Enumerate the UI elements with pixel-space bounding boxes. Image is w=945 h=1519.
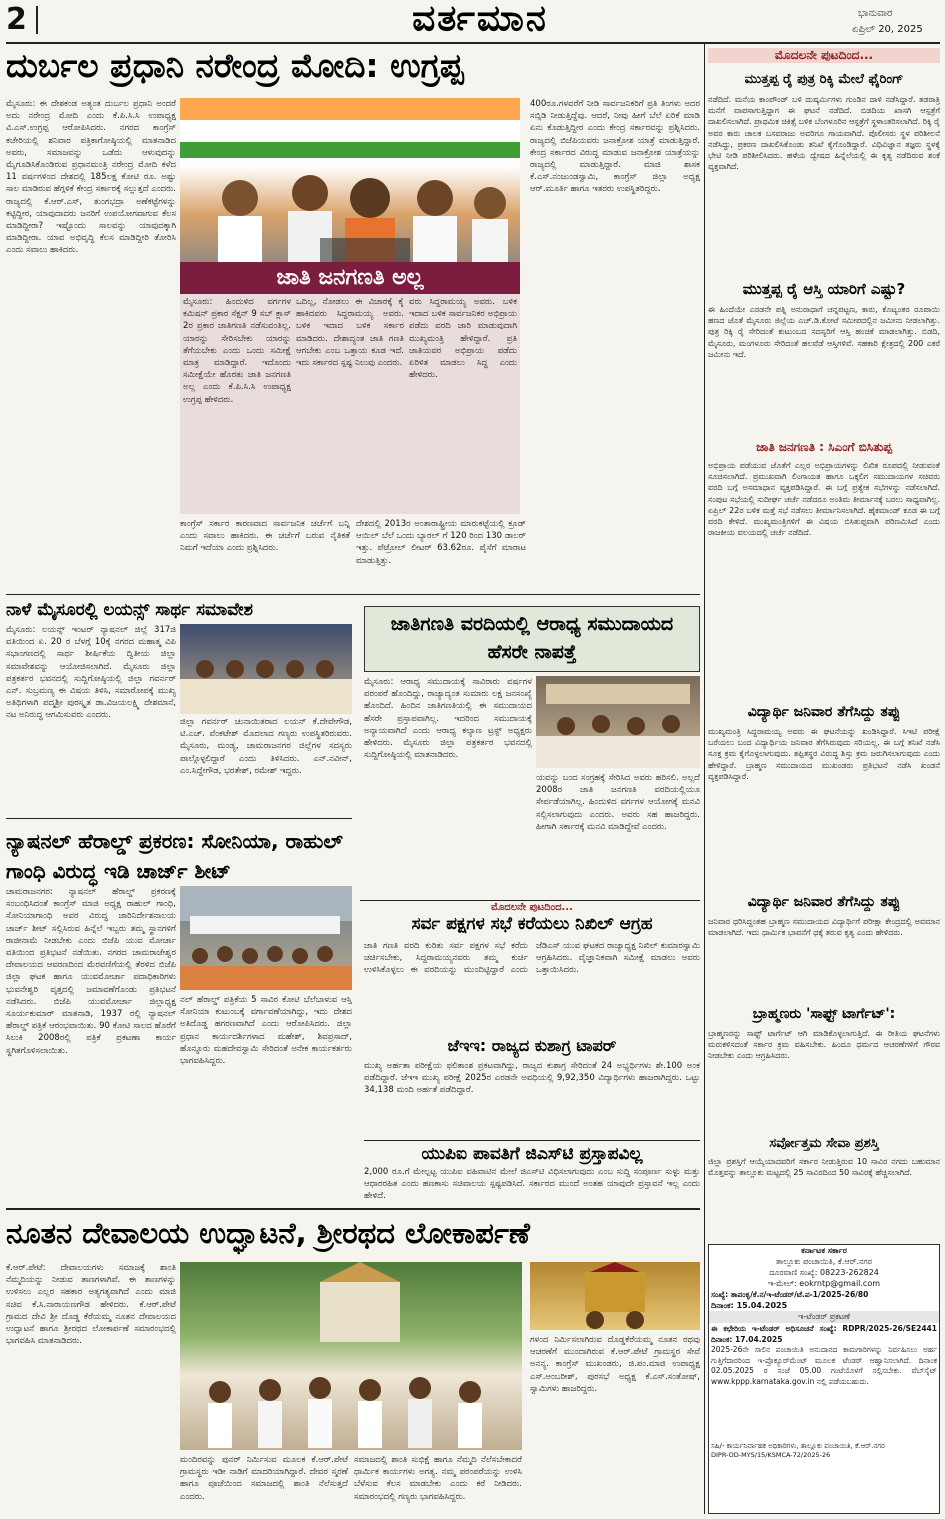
topper-text: ಮುಖ್ಯ ಅರ್ಹತಾ ಪರೀಕ್ಷೆಯ ಫಲಿತಾಂಶ ಪ್ರಕಟವಾಗಿದ್ದು, ರಾಜ್ಯದ ಕುಶಾಗ್ರ ಸೇರಿದಂತೆ 24 ಅಭ್ಯರ್ಥಿಗಳು ಶೇ.100 ಅಂಕ ಪಡೆದಿದ್ದಾರೆ. ಜೆಇಇ ಮುಖ್ಯ ಪರೀಕ್ಷೆ 2025ರ ಎರಡನೇ ಅವಧಿಯಲ್ಲಿ 9,92,350 ವಿದ್ಯಾರ್ಥಿಗಳು ಹಾಜರಾಗಿದ್ದರು. ಒಟ್ಟು 34,138 ಮಂದಿ ಅರ್ಹತೆ ಪಡೆದಿದ್ದಾರೆ. xyxy=(364,1061,700,1096)
lions-headline: ನಾಳೆ ಮೈಸೂರಲ್ಲಿ ಲಯನ್ಸ್ ಸಾರ್ಥ ಸಮಾವೇಶ xyxy=(6,600,254,620)
lead-col3-bottom: ದೇಶದಲ್ಲಿ 2013ರ ಅಂತಾರಾಷ್ಟ್ರೀಯ ಮಾರುಕಟ್ಟೆಯಲ್ಲಿ ಕ್ರೂಡ್ ಆಯಿಲ್ ಬೆಲೆ ಒಂದು ಬ್ಯಾರಲ್ ಗೆ 120 ರಿಂದ 130 ಡಾಲರ್ ಇತ್ತು. ಪೆಟ್ರೋಲ್ ಲೀಟರ್ 63.62ರೂ. ಪೈಸೆಗೆ ಮಾರಾಟ ಮಾಡುತ್ತಿತ್ತು. xyxy=(356,519,526,566)
masthead-date: ಏಪ್ರಿಲ್ 20, 2025 xyxy=(852,24,923,35)
tender-line-7: ಇ-ಟೆಂಡರ್ ಪ್ರಕಟಣೆ xyxy=(709,1311,939,1323)
lead-sub-col3: ವರು ಸಿದ್ದರಾಮಯ್ಯ ಅವರು. ಬಳಿಕ ಇದಾದ ಬಳಿಕ ಸಾರ್ವಜನಿಕರ ಅಭಿಪ್ರಾಯ ಪಡೆದು ವರದಿ ಜಾರಿ ಮಾಡುವುದಾಗಿ ಮುಖ್ಯಮಂತ್ರಿ ಹೇಳಿದ್ದಾರೆ. ಪ್ರತಿ ಜಾತಿಯವರ ಅಭಿಪ್ರಾಯ ಪಡೆದು ಏರಿಳಿತ ಮಾಡಲು ಸಿದ್ಧ ಎಂದು ಹೇಳಿದರು. xyxy=(409,297,517,381)
herald-text: ಚಾಮರಾಜನಗರ: ನ್ಯಾಷನಲ್ ಹೆರಾಲ್ಡ್ ಪ್ರಕರಣಕ್ಕೆ ಸಂಬಂಧಿಸಿದಂತೆ ಕಾಂಗ್ರೆಸ್ ಮಾಜಿ ಅಧ್ಯಕ್ಷ ರಾಹುಲ್ ಗಾಂಧಿ, ಸೋನಿಯಾಗಾಂಧಿ ಅವರ ವಿರುದ್ಧ ಜಾರಿನಿರ್ದೇಶನಾಲಯ ಚಾರ್ಜ್ ಶೀಟ್ ಸಲ್ಲಿಸಿರುವ ಹಿನ್ನೆಲೆ ಇಬ್ಬರು ತಮ್ಮ ಸ್ಥಾನಗಳಿಗೆ ರಾಜೀನಾಮೆ ನೀಡಬೇಕು ಎಂದು ಬಿಜೆಪಿ ಯುವ ಮೋರ್ಚಾ ವತಿಯಿಂದ ಪ್ರತಿಭಟನೆ ನಡೆಯಿತು. ನಗರದ ಚಾಮರಾಜೇಶ್ವರ ದೇವಾಲಯದ ಆವರಣದಿಂದ ಮೆರವಣಿಗೆಯಲ್ಲಿ ತೆರಳಿದ ಬಿಜೆಪಿ ಜಿಲ್ಲಾ ಘಟಕ ಹಾಗೂ ಯುವಮೋರ್ಚಾ ಪದಾಧಿಕಾರಿಗಳು ಭುವನೇಶ್ವರಿ ವೃತ್ತದಲ್ಲಿ ಜಮಾವಣೆಗೊಂಡು ಪ್ರತಿಭಟನೆ ನಡೆಸಿದರು. ಬಿಜೆಪಿ ಯುವಮೋರ್ಚಾ ಜಿಲ್ಲಾಧ್ಯಕ್ಷ ಸೂರ್ಯಕುಮಾರ್ ಮಾತನಾಡಿ, 1937 ರಲ್ಲಿ ನ್ಯಾಷನಲ್ ಹೆರಾಲ್ಡ್ ಪತ್ರಿಕೆ ಆರಂಭವಾಯಿತು. 90 ಕೋಟಿ ಸಾಲದ ಹೊರೆಗೆ ಸಿಲುಕಿ 2008ರಲ್ಲಿ ಪತ್ರಿಕೆ ಪ್ರಕಟಣಾ ಕಾರ್ಯ ಸ್ಥಗಿತಗೊಳಿಸಲಾಯಿತು. xyxy=(6,887,176,1056)
upi-bottom-rule xyxy=(6,1208,700,1210)
temple-col2: ಮಂದಿರವನ್ನು ಪುನರ್ ನಿರ್ಮಿಸುವ ಮೂಲಕ ಕೆ.ಆರ್.ಪೇಟೆ ಗ್ರಾಮಸ್ಥರು ಇಡೀ ನಾಡಿಗೆ ಮಾದರಿಯಾಗಿದ್ದಾರೆ. ದೇವರ ಸ್ಮರಣೆ ಹಾಗೂ ಪೂಜೆಯಿಂದ ಸಮಾಜದಲ್ಲಿ ಶಾಂತಿ ನೆಲೆಸುತ್ತದೆ ಎಂದರು. xyxy=(180,1455,348,1502)
tender-notice xyxy=(708,1244,940,1514)
caste-report-text-right: ಯವನ್ನು ಬಂದ ಸಂಗ್ರಹಕ್ಕೆ ಸೇರಿಸಿದ ಅವರು ಹರಿಸಲಿ. ಅಲ್ಲದೆ 2008ರ ಜಾತಿ ಜನಗಣತಿ ವರದಿಯಲ್ಲಿಯೂ ಸೇರ್ಪಡೆಯಾಗಿಲ್ಲ. ಹಿಂದುಳಿದ ವರ್ಗಗಳ ಆಯೋಗಕ್ಕೆ ಮನವಿ ಸಲ್ಲಿಸಲಾಗುವುದು ಎಂದರು. ಅವರು ಸಹ ಹಾಜರಿದ್ದರು. ಹೀಗಾಗಿ ಸರ್ಕಾರಕ್ಕೆ ಮನವಿ ಮಾಡಿದ್ದೇವೆ ಎಂದರು. xyxy=(536,773,700,832)
tender-line-3: ದೂರವಾಣಿ ಸಂಖ್ಯೆ: 08223-262824 xyxy=(769,1268,879,1277)
page-number: 2 xyxy=(6,2,27,37)
lead-col2-bottom: ಕಾಂಗ್ರೆಸ್ ಸರ್ಕಾರ ಕಾರಣವಾದ ಸಾರ್ವಜನಿಕ ಚರ್ಚೆಗೆ ಬನ್ನಿ ಎಂದು ಸವಾಲು ಹಾಕಿದರು. ಈ ಚರ್ಚೆಗೆ ಬರುವ ನೈತಿಕತೆ ನಿಮಗೆ ಇದೆಯಾ ಎಂದು ಪ್ರಶ್ನಿಸಿದರು. xyxy=(180,519,350,554)
lead-sub-col2: ಒದಿಲ್ಲ, ನೋಡಲು ಈ ವಿಚಾರಕ್ಕೆ ಕೈ ಹಾಕಿದವರು ಸಿದ್ದರಾಮಯ್ಯ ಅವರು. ಬಳಿಕ ಇದಾದ ಬಳಿಕ ಸರ್ಕಾರ ಮಾಡಿದರು. ದೇಶಾದ್ಯಂತ ಜಾತಿ ಗಣತಿ ಆಗಬೇಕು ಎಂಬ ಒತ್ತಾಯ ಕೂಡ ಇದೆ. ಇದು ಸರ್ಕಾರದ ಸ್ಪಷ್ಟ ನಿಲುವು ಎಂದರು. xyxy=(296,297,404,369)
tender-line-10: ಸಹಿ/- ಕಾರ್ಯನಿರ್ವಾಹಕ ಅಧಿಕಾರಿಗಳು, ತಾಲ್ಲೂಕು ಪಂಚಾಯಿತಿ, ಕೆ.ಆರ್.ನಗರ xyxy=(711,1442,885,1450)
chariot-photo xyxy=(530,1262,700,1330)
temple-col1: ಕೆ.ಆರ್.ಪೇಟೆ: ದೇವಾಲಯಗಳು ಸಮಾಜಕ್ಕೆ ಶಾಂತಿ ನೆಮ್ಮದಿಯನ್ನು ನೀಡುವ ತಾಣಗಳಾಗಿವೆ. ಈ ತಾಣಗಳನ್ನು ಉಳಿಸಲು ಎಲ್ಲರ ಸಹಕಾರ ಅತ್ಯಗತ್ಯವಾಗಿದೆ ಎಂದು ಮಾಜಿ ಸಚಿವ ಕೆ.ಸಿ.ನಾರಾಯಣಗೌಡ ಹೇಳಿದರು. ಕೆ.ಆರ್.ಪೇಟೆ ಗ್ರಾಮದ ದೇವಿ ಶ್ರೀ ದೊಡ್ಡ ಕೆರೆಯಮ್ಮ ನೂತನ ದೇವಾಲಯದ ಉದ್ಘಾಟನೆ ಹಾಗೂ ಶ್ರೀರಥದ ಲೋಕಾರ್ಪಣೆ ಸಮಾರಂಭದಲ್ಲಿ ಭಾಗವಹಿಸಿ ಮಾತನಾಡಿದರು. xyxy=(6,1263,176,1347)
protest-illustration xyxy=(180,886,352,990)
tender-line-8: ಈ ಕಛೇರಿಯ ಇ-ಟೆಂಡರ್ ಅಧಿಸೂಚನೆ ಸಂಖ್ಯೆ: RDPR/2025-26/SE2441 ದಿನಾಂಕ: 17.04.2025 xyxy=(711,1324,937,1344)
lead-photo-caption: ಜಾತಿ ಜನಗಣತಿ ಅಲ್ಲ xyxy=(180,262,520,294)
topper-rule xyxy=(364,1140,700,1141)
lead-col1: ಮೈಸೂರು: ಈ ದೇಶಕಂಡ ಅತ್ಯಂತ ದುರ್ಬಲ ಪ್ರಧಾನಿ ಅಂದರೆ ಅದು ನರೇಂದ್ರ ಮೋದಿ ಎಂದು ಕೆ.ಪಿ.ಸಿ.ಸಿ ಉಪಾಧ್ಯಕ್ಷ ವಿ.ಎಸ್.ಉಗ್ರಪ್ಪ ಆರೋಪಿಸಿದರು. ನಗರದ ಕಾಂಗ್ರೆಸ್ ಕಚೇರಿಯಲ್ಲಿ ಶನಿವಾರ ಪತ್ರಿಕಾಗೋಷ್ಠಿಯಲ್ಲಿ ಮಾತನಾಡಿದ ಅವರು, ಸಮಾಜವನ್ನು ಒಡೆದು ಆಳುವುದನ್ನು ಮೈಗೂಡಿಸಿಕೊಂಡಿರುವ ಪ್ರಧಾನಮಂತ್ರಿ ನರೇಂದ್ರ ಮೋದಿ ಕಳೆದ 11 ವರ್ಷಗಳಿಂದ ದೇಶದಲ್ಲಿ 185ಲಕ್ಷ ಕೋಟಿ ರೂ. ಅಷ್ಟು ಸಾಲ ಮಾಡಿರುವ ಹೆಗ್ಗಳಿಕೆ ಕೇಂದ್ರ ಸರ್ಕಾರಕ್ಕೆ ಸಲ್ಲುತ್ತದೆ ಎಂದರು. ರಾಜ್ಯದಲ್ಲಿ ಕೆ.ಆರ್.ಎಸ್, ತುಂಗಭದ್ರಾ ಅಣೆಕಟ್ಟೆಗಳನ್ನು ಕಟ್ಟಿದ್ದೀರ, ಯಾವುದಾದರು ಜನರಿಗೆ ಉಪಯೋಗವಾಗುವ ಕೆಲಸ ಮಾಡಿದ್ದೀರಾ? ಇಷ್ಟೊಂದು ಸಾಲವನ್ನು ಯಾವುದಕ್ಕಾಗಿ ಮಾಡಿದ್ದೀರಾ. ಯಾವ ಅಭಿವೃದ್ಧಿ ಕೆಲಸ ಮಾಡಿದ್ದೀರಿ ತೋರಿಸಿ ಎಂದು ಸವಾಲು ಹಾಕಿದರು. xyxy=(6,99,176,256)
allparty-kicker: ಮೊದಲನೇ ಪುಟದಿಂದ... xyxy=(491,902,573,913)
page-number-divider xyxy=(36,6,38,34)
lead-col4: 400ರೂ.ಗಳವರೆಗೆ ನೀಡಿ ಸಾರ್ವಜನಿಕರಿಗೆ ಪ್ರತಿ ತಿಂಗಳು ಅದರ ಸಬ್ಸಿಡಿ ನೀಡುತ್ತಿದ್ದೆವು. ಆದರೆ, ನೀವು ಹೀಗೆ ಬೆಲೆ ಏರಿಕೆ ಮಾಡಿ ಏನು ಕೊಡುತ್ತಿದ್ದೀರ ಎಂದು ಕೇಂದ್ರ ಸರ್ಕಾರವನ್ನು ಪ್ರಶ್ನಿಸಿದರು. ರಾಜ್ಯದಲ್ಲಿ ಬಿಜೆಪಿಯವರು ಜನಾಕ್ರೋಶ ಯಾತ್ರೆ ಮಾಡುತ್ತಿದ್ದಾರೆ. ಕೇಂದ್ರ ಸರ್ಕಾರದ ವಿರುದ್ಧ ಮಾಡುವ ಜನಾಕ್ರೋಶ ಯಾತ್ರೆಯನ್ನು ರಾಜ್ಯದಲ್ಲಿ ಮಾಡುತ್ತಿದ್ದಾರೆ. ಮಾಜಿ ಶಾಸಕ ಕೆ.ಎಸ್.ನಂಜುಂಡಸ್ವಾಮಿ, ಕಾಂಗ್ರೆಸ್ ಜಿಲ್ಲಾ ಅಧ್ಯಕ್ಷ ಆರ್.ಮೂರ್ತಿ ಹಾಗೂ ಇತರರು ಉಪಸ್ಥಿತರಿದ್ದರು. xyxy=(530,99,700,195)
sidebar-t4: ಮುಖ್ಯಮಂತ್ರಿ ಸಿದ್ದರಾಮಯ್ಯ ಅವರು ಈ ಘಟನೆಯನ್ನು ಖಂಡಿಸಿದ್ದಾರೆ. ಸಿಇಟಿ ಪರೀಕ್ಷೆ ಬರೆಯಲು ಬಂದ ವಿದ್ಯಾರ್ಥಿಯ ಜನಿವಾರ ತೆಗೆಸಿರುವುದು ಸರಿಯಲ್ಲ. ಈ ಬಗ್ಗೆ ತನಿಖೆ ನಡೆಸಿ ಸೂಕ್ತ ಕ್ರಮ ಕೈಗೊಳ್ಳಲಾಗುವುದು. ತಪ್ಪಿತಸ್ಥರ ವಿರುದ್ಧ ಶಿಸ್ತು ಕ್ರಮ ಜರುಗಿಸಲಾಗುವುದು ಎಂದು ಹೇಳಿದ್ದಾರೆ. ಬ್ರಾಹ್ಮಣ ಸಮುದಾಯದ ಮುಖಂಡರು ಪ್ರತಿಭಟನೆ ನಡೆಸಿ ಖಂಡನೆ ವ್ಯಕ್ತಪಡಿಸಿದ್ದಾರೆ. xyxy=(708,727,940,781)
sidebar-h5: ವಿದ್ಯಾರ್ಥಿ ಜನಿವಾರ ತೆಗೆಸಿದ್ದು ತಪ್ಪು xyxy=(747,894,901,910)
press-meet-illustration xyxy=(536,676,700,768)
sidebar-t7: ಜಿಲ್ಲಾ ಪ್ರಶಸ್ತಿಗೆ ಆಯ್ಕೆಯಾದವರಿಗೆ ಸರ್ಕಾರ ನೀಡುತ್ತಿರುವ 10 ಸಾವಿರ ನಗದು ಬಹುಮಾನ ಮೊತ್ತವನ್ನು ತಾಲ್ಲೂಕು ಮಟ್ಟದಲ್ಲಿ 25 ಸಾವಿರದಿಂದ 50 ಸಾವಿರಕ್ಕೆ ಹೆಚ್ಚಿಸಲಾಗಿದೆ. xyxy=(708,1157,940,1178)
tender-line-1: ಕರ್ನಾಟಕ ಸರ್ಕಾರ xyxy=(801,1246,847,1255)
upi-text: 2,000 ರೂ.ಗೆ ಮೇಲ್ಪಟ್ಟ ಯುಪಿಐ ವಹಿವಾಟಿನ ಮೇಲೆ ಜಿಎಸ್‌ಟಿ ವಿಧಿಸಲಾಗುವುದು ಎಂಬ ಸುದ್ದಿ ಸಂಪೂರ್ಣ ಸುಳ್ಳು ಮತ್ತು ಆಧಾರರಹಿತ ಎಂದು ಹಣಕಾಸು ಸಚಿವಾಲಯ ಸ್ಪಷ್ಟಪಡಿಸಿದೆ. ಸರ್ಕಾರದ ಮುಂದೆ ಅಂತಹ ಯಾವುದೇ ಪ್ರಸ್ತಾವನೆ ಇಲ್ಲ ಎಂದು ಹೇಳಿದೆ. xyxy=(364,1167,700,1202)
herald-text-right: ನಲ್ ಹೆರಾಲ್ಡ್ ಪತ್ರಿಕೆಯ 5 ಸಾವಿರ ಕೋಟಿ ಬೆಲೆಬಾಳುವ ಆಸ್ತಿ ಸೋನಿಯಾ ಕುಟುಂಬಕ್ಕೆ ವರ್ಗಾವಣೆಯಾಗಿದ್ದು, ಇದು ದೇಶದ ಅತಿದೊಡ್ಡ ಹಗರಣವಾಗಿದೆ ಎಂದು ಆರೋಪಿಸಿದರು. ಜಿಲ್ಲಾ ಪ್ರಧಾನ ಕಾರ್ಯದರ್ಶಿಗಳಾದ ಮಹೇಶ್, ಶಿವಪ್ರಸಾದ್, ಹೊನ್ನೂರು ಮಹದೇವಸ್ವಾಮಿ ಸೇರಿದಂತೆ ಅನೇಕ ಕಾರ್ಯಕರ್ತರು ಭಾಗವಹಿಸಿದ್ದರು. xyxy=(180,995,352,1067)
sidebar-t2: ಈ ಹಿಂದೆಯೇ ಎರಡನೇ ಪತ್ನಿ ಅನುರಾಧಾಗೆ ಚನ್ನಪಟ್ಟಣ, ಕಾರು, ಕೊಟ್ಯಂತರ ರೂಪಾಯಿ ಹಣದ ಜೊತೆ ಮೈಸೂರು ಜಿಲ್ಲೆಯ ಎಚ್.ಡಿ.ಕೋಟೆ ಸಮೀಪದಲ್ಲಿನ ಜಮೀನು ನೀಡಲಾಗಿತ್ತು. ಪುತ್ರ ರಿಕ್ಕಿ ರೈ ಸೇರಿದಂತೆ ಕುಟುಂಬದ ಸದಸ್ಯರಿಗೆ ಆಸ್ತಿ ಹಂಚಿಕೆ ಮಾಡಲಾಗಿತ್ತು. ಬಿಡದಿ, ಮೈಸೂರು, ಮಂಗಳೂರು ಸೇರಿದಂತೆ ಹಲವೆಡೆ ಆಸ್ತಿಗಳಿವೆ. ಸಹಕಾರಿ ಕ್ಷೇತ್ರದಲ್ಲಿ 200 ಎಕರೆ ಜಮೀನು ಇದೆ. xyxy=(708,305,940,359)
sidebar-t1: ನಡೆದಿದೆ. ಮನೆಯ ಕಾಂಪೌಂಡ್ ಬಳಿ ದುಷ್ಕರ್ಮಿಗಳು ಗುಂಡಿನ ದಾಳಿ ನಡೆಸಿದ್ದಾರೆ. ತಡರಾತ್ರಿ ಮನೆಗೆ ವಾಪಸಾಗುತ್ತಿದ್ದಾಗ ಈ ಘಟನೆ ನಡೆದಿದೆ. ಬಿಡದಿಯ ಖಾಸಗಿ ಆಸ್ಪತ್ರೆಗೆ ದಾಖಲಿಸಲಾಗಿದೆ. ಪ್ರಾಥಮಿಕ ಚಿಕಿತ್ಸೆ ಬಳಿಕ ಬೆಂಗಳೂರಿನ ಆಸ್ಪತ್ರೆಗೆ ಸ್ಥಳಾಂತರಿಸಲಾಗಿದೆ. ರಿಕ್ಕಿ ರೈ ಅವರ ಕಾರು ಚಾಲಕ ಬಸವರಾಜು ಅವರಿಗೂ ಗಾಯವಾಗಿದೆ. ಪೊಲೀಸರು ಸ್ಥಳ ಪರಿಶೀಲನೆ ನಡೆಸಿದ್ದು, ಪ್ರಕರಣ ದಾಖಲಿಸಿಕೊಂಡು ತನಿಖೆ ಕೈಗೊಂಡಿದ್ದಾರೆ. ವಿಧಿವಿಜ್ಞಾನ ತಜ್ಞರು ಸ್ಥಳಕ್ಕೆ ಭೇಟಿ ನೀಡಿ ಪರಿಶೀಲಿಸಿದರು. ಹಳೆಯ ದ್ವೇಷದ ಹಿನ್ನೆಲೆಯಲ್ಲಿ ಈ ಕೃತ್ಯ ನಡೆದಿರುವ ಶಂಕೆ ವ್ಯಕ್ತವಾಗಿದೆ. xyxy=(708,95,940,172)
tender-line-6: ದಿನಾಂಕ: 15.04.2025 xyxy=(711,1301,788,1310)
lead-headline: ದುರ್ಬಲ ಪ್ರಧಾನಿ ನರೇಂದ್ರ ಮೋದಿ: ಉಗ್ರಪ್ಪ xyxy=(6,46,464,85)
sidebar-divider xyxy=(704,44,705,1514)
lions-bottom-rule xyxy=(6,818,352,819)
tender-line-2: ತಾಲ್ಲೂಕು ಪಂಚಾಯಿತಿ, ಕೆ.ಆರ್.ನಗರ xyxy=(776,1257,872,1266)
sidebar-h3: ಜಾತಿ ಜನಗಣತಿ : ಸಿಎಂಗೆ ಬಿಸಿತುಪ್ಪ xyxy=(756,440,892,454)
temple-illustration xyxy=(180,1262,522,1450)
lions-text-right: ಜಿಲ್ಲಾ ಗವರ್ನರ್ ಚುನಾಯಿತರಾದ ಲಯನ್ ಕೆ.ದೇವೇಗೌಡ, ಟಿ.ಎಚ್. ವೆಂಕಟೇಶ್ ಮೊದಲಾದ ಗಣ್ಯರು ಉಪಸ್ಥಿತರಿರುವರು. ಮೈಸೂರು, ಮಂಡ್ಯ, ಚಾಮರಾಜನಗರ ಜಿಲ್ಲೆಗಳ ಸದಸ್ಯರು ಪಾಲ್ಗೊಳ್ಳಲಿದ್ದಾರೆ ಎಂದು ತಿಳಿಸಿದರು. ಎನ್.ನವೀನ್, ಎಂ.ಸಿದ್ದೇಗೌಡ, ಭರತೇಶ್, ರಮೇಶ್ ಇದ್ದರು. xyxy=(180,717,352,776)
temple-photo xyxy=(180,1262,522,1450)
temple-col4: ಗಳಂದ ನಿರ್ಮಿಸಲಾಗಿರುವ ದೊಡ್ಡಕೆರೆಯಮ್ಮ ನೂತನ ರಥವು ಆಚರಣೆಗೆ ಮುಂದಾಗಿರುವ ಕೆ.ಆರ್.ಪೇಟೆ ಗ್ರಾಮಸ್ಥರ ಸೇವೆ ಅನನ್ಯ. ಕಾಂಗ್ರೆಸ್ ಮುಖಂಡರು, ಜಿ.ಪಂ.ಮಾಜಿ ಉಪಾಧ್ಯಕ್ಷ ಎಸ್.ಅಂಬರೀಶ್, ಪುರಸಭೆ ಅಧ್ಯಕ್ಷ ಕೆ.ಎಸ್.ಸಂತೋಷ್, ಸ್ವಾಮಿಗಳು ಹಾಜರಿದ್ದರು. xyxy=(530,1335,700,1394)
sidebar-h1: ಮುತ್ತಪ್ಪ ರೈ ಪುತ್ರ ರಿಕ್ಕಿ ಮೇಲೆ ಫೈರಿಂಗ್ xyxy=(744,72,904,87)
tender-line-4: ಇ-ಮೇಲ್: eokrntp@gmail.com xyxy=(767,1279,881,1288)
allparty-headline: ಸರ್ವ ಪಕ್ಷಗಳ ಸಭೆ ಕರೆಯಲು ನಿಖಿಲ್ ಆಗ್ರಹ xyxy=(411,914,653,934)
temple-headline: ನೂತನ ದೇವಾಲಯ ಉದ್ಘಾಟನೆ, ಶ್ರೀರಥದ ಲೋಕಾರ್ಪಣೆ xyxy=(6,1216,530,1250)
tender-line-9: 2025-26ನೇ ಸಾಲಿನ ಪಂಚಾಯಿತಿ ಅನುದಾನದ ಕಾಮಗಾರಿಗಳನ್ನು ನಿರ್ವಹಿಸಲು ಅರ್ಹ ಗುತ್ತಿಗೆದಾರರಿಂದ ಇ-ಪ್ರೊಕ್ಯೂರ್‌ಮೆಂಟ್ ಮೂಲಕ ಟೆಂಡರ್ ಆಹ್ವಾನಿಸಲಾಗಿದೆ. ದಿನಾಂಕ 02.05.2025 ರ ಸಂಜೆ 05.00 ಗಂಟೆಯೊಳಗೆ ಸಲ್ಲಿಸಬೇಕು. ವೆಬ್‌ಸೈಟ್ www.kppp.karnataka.gov.in ನಲ್ಲಿ ಪಡೆಯಬಹುದು. xyxy=(711,1345,937,1386)
meeting-illustration xyxy=(180,624,352,714)
sidebar-kicker: ಮೊದಲನೇ ಪುಟದಿಂದ... xyxy=(708,48,940,63)
caste-report-photo xyxy=(536,676,700,768)
sidebar-t5: ಜನಿವಾರ ಧರಿಸಿದ್ದಂತಹ ಬ್ರಾಹ್ಮಣ ಸಮುದಾಯದ ವಿದ್ಯಾರ್ಥಿಗೆ ಪರೀಕ್ಷಾ ಕೇಂದ್ರದಲ್ಲಿ ಅವಮಾನ ಮಾಡಲಾಗಿದೆ. ಇದು ಧಾರ್ಮಿಕ ಭಾವನೆಗೆ ಧಕ್ಕೆ ತರುವ ಕೃತ್ಯ ಎಂದು ಹೇಳಿದರು. xyxy=(708,917,940,938)
herald-headline: ನ್ಯಾಷನಲ್ ಹೆರಾಲ್ಡ್ ಪ್ರಕರಣ: ಸೋನಿಯಾ, ರಾಹುಲ್ ಗಾಂಧಿ ವಿರುದ್ಧ ಇಡಿ ಚಾರ್ಜ್ ಶೀಟ್ xyxy=(6,829,343,883)
sidebar-h6: ಬ್ರಾಹ್ಮಣರು 'ಸಾಫ್ಟ್ ಟಾರ್ಗೆಟ್': xyxy=(752,1006,896,1022)
sidebar-h4: ವಿದ್ಯಾರ್ಥಿ ಜನಿವಾರ ತೆಗೆಸಿದ್ದು ತಪ್ಪು xyxy=(747,704,901,720)
sidebar-t3: ಅಭಿಪ್ರಾಯ ಪಡೆಯುವ ಜೊತೆಗೆ ಎಲ್ಲರ ಅಭಿಪ್ರಾಯಗಳನ್ನು ಲಿಖಿತ ರೂಪದಲ್ಲಿ ನೀಡುವಂತೆ ಸೂಚಿಸಲಾಗಿದೆ. ಪ್ರಮುಖವಾಗಿ ಲಿಂಗಾಯತ ಹಾಗೂ ಒಕ್ಕಲಿಗ ಸಮುದಾಯಗಳ ಸಚಿವರು ವರದಿ ಬಗ್ಗೆ ಅಸಮಾಧಾನ ವ್ಯಕ್ತಪಡಿಸಿದ್ದಾರೆ. ಈ ಬಗ್ಗೆ ಪ್ರತ್ಯೇಕ ಸಭೆಗಳನ್ನು ನಡೆಸಲಾಗಿದೆ. ಸಂಪುಟ ಸಭೆಯಲ್ಲಿ ಸುದೀರ್ಘ ಚರ್ಚೆ ನಡೆದರೂ ಅಂತಿಮ ತೀರ್ಮಾನಕ್ಕೆ ಬರಲು ಸಾಧ್ಯವಾಗಿಲ್ಲ. ಏಪ್ರಿಲ್ 22ರ ಬಳಿಕ ಮತ್ತೆ ಸಭೆ ನಡೆಸಲು ತೀರ್ಮಾನಿಸಲಾಗಿದೆ. ಹೈಕಮಾಂಡ್ ಕೂಡ ಈ ಬಗ್ಗೆ ವರದಿ ಕೇಳಿದೆ. ಮುಖ್ಯಮಂತ್ರಿಗಳಿಗೆ ಈ ವಿಷಯ ಬಿಸಿತುಪ್ಪವಾಗಿ ಪರಿಣಮಿಸಿದೆ ಎಂದು ರಾಜಕೀಯ ವಲಯದಲ್ಲಿ ಚರ್ಚೆ ನಡೆದಿದೆ. xyxy=(708,461,940,538)
caste-report-bottom-rule xyxy=(360,900,700,901)
sidebar-h7: ಸರ್ವೋತ್ತಮ ಸೇವಾ ಪ್ರಶಸ್ತಿ xyxy=(769,1136,879,1151)
masthead-title: ವರ್ತಮಾನ xyxy=(412,0,548,39)
upi-headline: ಯುಪಿಐ ಪಾವತಿಗೆ ಜಿಎಸ್‌ಟಿ ಪ್ರಸ್ತಾಪವಿಲ್ಲ xyxy=(421,1144,643,1164)
masthead-rule xyxy=(6,42,940,44)
lead-bottom-rule xyxy=(6,594,700,595)
topper-headline: ಜೆಇಇ: ರಾಜ್ಯದ ಕುಶಾಗ್ರ ಟಾಪರ್ xyxy=(447,1036,617,1055)
sidebar-h2: ಮುತ್ತಪ್ಪ ರೈ ಆಸ್ತಿ ಯಾರಿಗೆ ಎಷ್ಟು? xyxy=(742,280,906,298)
temple-col3: ಸಮಾಜದಲ್ಲಿ ಶಾಂತಿ ಸುಭಿಕ್ಷೆ ಹಾಗೂ ನೆಮ್ಮದಿ ನೆಲೆಸಬೇಕಾದರೆ ಧಾರ್ಮಿಕ ಕಾರ್ಯಗಳು ಅಗತ್ಯ. ನಮ್ಮ ಪರಂಪರೆಯನ್ನು ಉಳಿಸಿ ಬೆಳೆಸುವ ಕೆಲಸ ಮಾಡಬೇಕು ಎಂದು ಕರೆ ನೀಡಿದರು. ಸಮಾರಂಭದಲ್ಲಿ ಗಣ್ಯರು ಭಾಗವಹಿಸಿದ್ದರು. xyxy=(354,1455,522,1502)
chariot-illustration xyxy=(530,1262,700,1330)
masthead-day: ಭಾನುವಾರ xyxy=(858,8,893,19)
tender-line-11: DIPR-OD-MYS/15/KSMCA-72/2025-26 xyxy=(711,1451,831,1459)
lions-text: ಮೈಸೂರು: ಲಯನ್ಸ್ ಇಂಟರ್ ನ್ಯಾಷನಲ್ ಜಿಲ್ಲೆ 317ಜಿ ವತಿಯಿಂದ ಏ. 20 ರ ಬೆಳಗ್ಗೆ 10ಕ್ಕೆ ನಗರದ ಮಹಾತ್ಮ ವಿಪಿ ಸಭಾಂಗಣದಲ್ಲಿ ಸಾರ್ಥ ಶೀರ್ಷಿಕೆಯ ದ್ವಿತೀಯ ಜಿಲ್ಲಾ ಸಮಾವೇಶವನ್ನು ಆಯೋಜಿಸಲಾಗಿದೆ. ಮೈಸೂರು ಜಿಲ್ಲಾ ಪತ್ರಕರ್ತರ ಭವನದಲ್ಲಿ ಸುದ್ದಿಗೋಷ್ಠಿಯಲ್ಲಿ ಜಿಲ್ಲಾ ಗವರ್ನರ್ ಎನ್. ಸುಬ್ರಮಣ್ಯ ಈ ವಿಷಯ ತಿಳಿಸಿ, ಸಮಾರೋಪಕ್ಕೆ ಮುಖ್ಯ ಅತಿಥಿಗಳಾಗಿ ಪದ್ಮಶ್ರೀ ಪುರಸ್ಕೃತ ಡಾ.ವಿಜಯಲಕ್ಷ್ಮಿ ದೇಶಮಾನೆ, ನಟ ಅನಿರುದ್ಧ ಆಗಮಿಸುವರು ಎಂದರು. xyxy=(6,625,176,721)
herald-photo xyxy=(180,886,352,990)
sidebar-t6: ಬ್ರಾಹ್ಮಣರನ್ನು ಸಾಫ್ಟ್ ಟಾರ್ಗೆಟ್ ಆಗಿ ಮಾಡಿಕೊಳ್ಳಲಾಗುತ್ತಿದೆ. ಈ ರೀತಿಯ ಘಟನೆಗಳು ಮರುಕಳಿಸದಂತೆ ಸರ್ಕಾರ ಕ್ರಮ ವಹಿಸಬೇಕು. ಹಿಂದೂ ಧರ್ಮದ ಆಚರಣೆಗಳಿಗೆ ಗೌರವ ನೀಡಬೇಕು ಎಂದು ಆಗ್ರಹಿಸಿದರು. xyxy=(708,1029,940,1061)
caste-report-text: ಮೈಸೂರು: ಆರಾಧ್ಯ ಸಮುದಾಯಕ್ಕೆ ಸಾವಿರಾರು ವರ್ಷಗಳ ಪರಂಪರೆ ಹೊಂದಿದ್ದು, ರಾಜ್ಯಾದ್ಯಂತ ಸುಮಾರು ಲಕ್ಷ ಜನಸಂಖ್ಯೆ ಹೊಂದಿದೆ. ಹಿಂದಿನ ಜಾತಿಗಣತಿಯಲ್ಲಿ ಈ ಸಮುದಾಯದ ಹೆಸರೇ ಪ್ರಸ್ತಾಪವಾಗಿಲ್ಲ. ಇದರಿಂದ ಸಮುದಾಯಕ್ಕೆ ಅನ್ಯಾಯವಾಗಿದೆ ಎಂದು ಆರಾಧ್ಯ ಕಲ್ಯಾಣ ಟ್ರಸ್ಟ್ ಅಧ್ಯಕ್ಷರು ಹೇಳಿದರು. ಮೈಸೂರು ಜಿಲ್ಲಾ ಪತ್ರಕರ್ತರ ಭವನದಲ್ಲಿ ಸುದ್ದಿಗೋಷ್ಠಿಯಲ್ಲಿ ಮಾತನಾಡಿದರು. xyxy=(364,677,532,761)
lead-sub-col1: ಮೈಸೂರು: ಹಿಂದುಳಿದ ವರ್ಗಗಳ ಕಮಿಷನ್ ಪ್ರಕಾರ ಸೆಕ್ಷನ್ 9 ಸಬ್ ಕ್ಲಾಸ್ 2ರ ಪ್ರಕಾರ ಜಾತಿಗಣತಿ ನಡೆಸುವಂತಿಲ್ಲ. ಯಾರನ್ನು ಸೇರಿಸಬೇಕು ಯಾರನ್ನು ತೆಗೆಯಬೇಕು ಎಂದು ಒಂದು ಸಮೀಕ್ಷೆ ಮಾತ್ರ ಮಾಡಿದ್ದಾರೆ. ಇದೊಂದು ಸಮೀಕ್ಷೆಯೇ ಹೊರತು ಜಾತಿ ಜನಗಣತಿ ಅಲ್ಲ ಎಂದು ಕೆ.ಪಿ.ಸಿ.ಸಿ ಉಪಾಧ್ಯಕ್ಷ ಉಗ್ರಪ್ಪ ಹೇಳಿದರು. xyxy=(183,297,291,405)
allparty-text: ಜಾತಿ ಗಣತಿ ವರದಿ ಕುರಿತು ಸರ್ವ ಪಕ್ಷಗಳ ಸಭೆ ಕರೆದು ಚರ್ಚಿಸಬೇಕು, ಸಿದ್ದರಾಮಯ್ಯನವರು ತಮ್ಮ ಕುರ್ಚಿ ಉಳಿಸಿಕೊಳ್ಳಲು ಈ ವರದಿಯನ್ನು ಮುಂದಿಟ್ಟಿದ್ದಾರೆ ಎಂದು ಜೆಡಿಎಸ್ ಯುವ ಘಟಕದ ರಾಜ್ಯಾಧ್ಯಕ್ಷ ನಿಖಿಲ್ ಕುಮಾರಸ್ವಾಮಿ ಆಗ್ರಹಿಸಿದರು. ವೈಜ್ಞಾನಿಕವಾಗಿ ಸಮೀಕ್ಷೆ ಮಾಡಲು ಅವರು ಒತ್ತಾಯಿಸಿದರು. xyxy=(364,941,700,976)
caste-report-headline: ಜಾತಿಗಣತಿ ವರದಿಯಲ್ಲಿ ಆರಾಧ್ಯ ಸಮುದಾಯದ ಹೆಸರೇ ನಾಪತ್ತೆ xyxy=(390,613,674,663)
lions-photo xyxy=(180,624,352,714)
tender-line-5: ಸಂಖ್ಯೆ: ತಾಪಂಕೃ/ಕೆ.ನ/ಇ-ಟೆಂಡರ್/ಟೆ.ಪ-1/2025-26/80 xyxy=(711,1290,869,1299)
